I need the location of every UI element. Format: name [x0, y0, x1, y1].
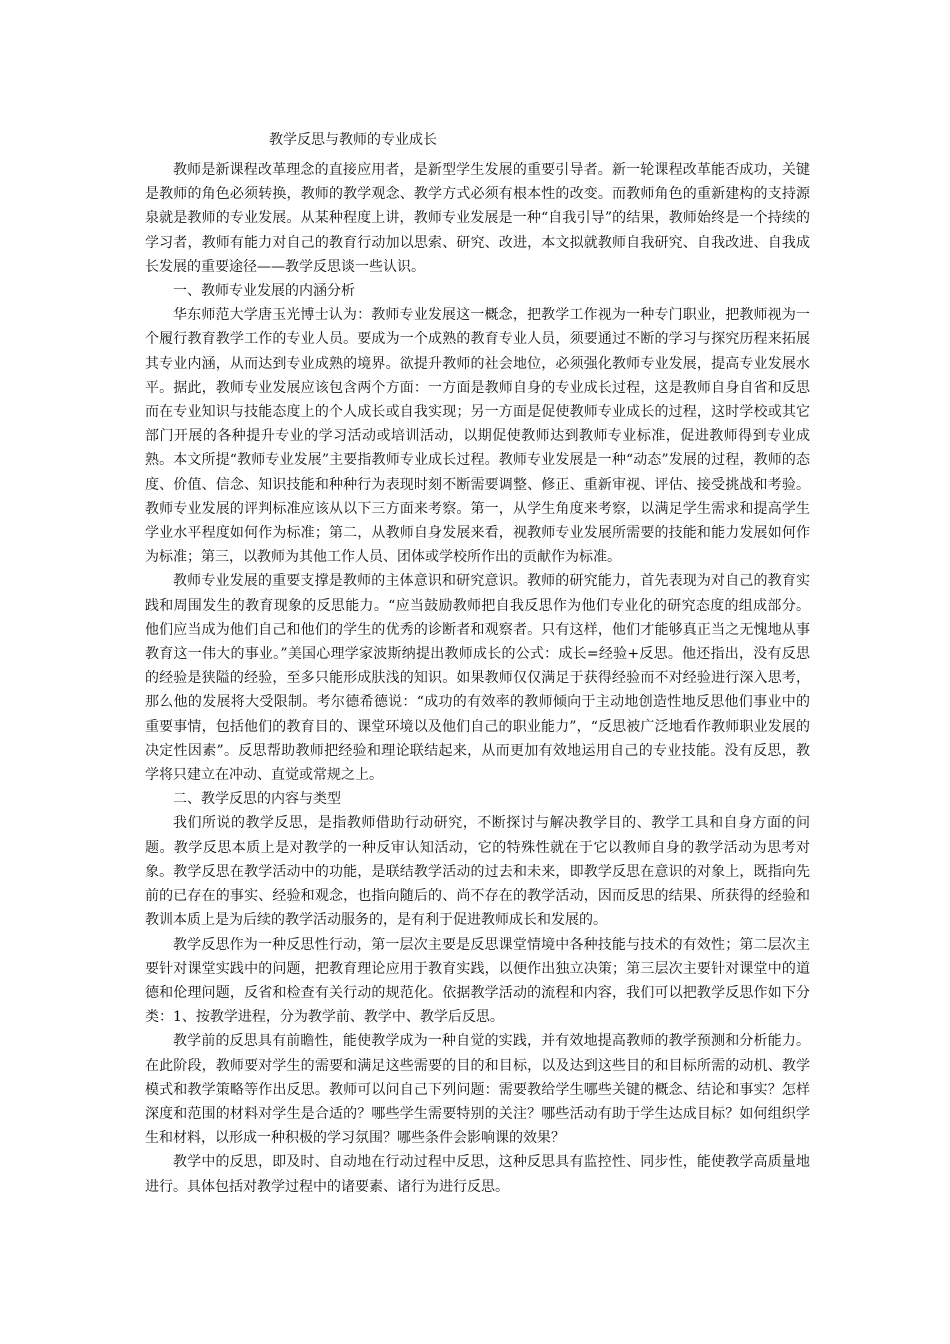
body-paragraph: 华东师范大学唐玉光博士认为：教师专业发展这一概念，把教学工作视为一种专门职业，把教师视为一个履行教育教学工作的专业人员。要成为一个成熟的教育专业人员，须要通过不断的学习与探究历程来拓展其专业内涵，从而达到专业成熟的境界。欲提升教师的社会地位，必须强化教师专业发展，提高专业发展水平。据此，教师专业发展应该包含两个方面：一方面是教师自身的专业成长过程，这是教师自身自省和反思而在专业知识与技能态度上的个人成长或自我实现；另一方面是促使教师专业成长的过程，这时学校或其它部门开展的各种提升专业的学习活动或培训活动，以期促使教师达到教师专业标准，促进教师得到专业成熟。本文所提“教师专业发展”主要指教师专业成长过程。教师专业发展是一种“动态”发展的过程，教师的态度、价值、信念、知识技能和种种行为表现时刻不断需要调整、修正、重新审视、评估、接受挑战和考验。教师专业发展的评判标准应该从以下三方面来考察。第一，从学生角度来考察，以满足学生需求和提高学生学业水平程度如何作为标准；第二，从教师自身发展来看，视教师专业发展所需要的技能和能力发展如何作为标准；第三，以教师为其他工作人员、团体或学校所作出的贡献作为标准。 [145, 307, 810, 566]
body-paragraph: 我们所说的教学反思，是指教师借助行动研究，不断探讨与解决教学目的、教学工具和自身方面的问题。教学反思本质上是对教学的一种反审认知活动，它的特殊性就在于它以教师自身的教学活动为思考对象。教学反思在教学活动中的功能，是联结教学活动的过去和未来，即教学反思在意识的对象上，既指向先前的已存在的事实、经验和观念，也指向随后的、尚不存在的教学活动，因而反思的结果、所获得的经验和教训本质上是为后续的教学活动服务的，是有利于促进教师成长和发展的。 [145, 815, 810, 929]
section-heading-2: 二、教学反思的内容与类型 [173, 791, 341, 808]
body-paragraph: 教学前的反思具有前瞻性，能使教学成为一种自觉的实践，并有效地提高教师的教学预测和分析能力。在此阶段，教师要对学生的需要和满足这些需要的目的和目标，以及达到这些目的和目标所需的动机、教学模式和教学策略等作出反思。教师可以问自己下列问题：需要教给学生哪些关键的概念、结论和事实？怎样深度和范围的材料对学生是合适的？哪些学生需要特别的关注？哪些活动有助于学生达成目标？如何组织学生和材料，以形成一种积极的学习氛围？哪些条件会影响课的效果？ [145, 1033, 810, 1147]
document-title: 教学反思与教师的专业成长 [269, 132, 437, 148]
document-page [145, 128, 810, 1199]
body-paragraph: 教学中的反思，即及时、自动地在行动过程中反思，这种反思具有监控性、同步性，能使教学高质量地进行。具体包括对教学过程中的诸要素、诸行为进行反思。 [145, 1154, 810, 1195]
section-heading-1: 一、教师专业发展的内涵分析 [173, 283, 355, 300]
body-paragraph: 教师专业发展的重要支撑是教师的主体意识和研究意识。教师的研究能力，首先表现为对自己的教育实践和周围发生的教育现象的反思能力。“应当鼓励教师把自我反思作为他们专业化的研究态度的组成部分。他们应当成为他们自己和他们的学生的优秀的诊断者和观察者。只有这样，他们才能够真正当之无愧地从事教育这一伟大的事业。”美国心理学家波斯纳提出教师成长的公式：成长=经验+反思。他还指出，没有反思的经验是狭隘的经验，至多只能形成肤浅的知识。如果教师仅仅满足于获得经验而不对经验进行深入思考，那么他的发展将大受限制。考尔德希德说：“成功的有效率的教师倾向于主动地创造性地反思他们事业中的重要事情，包括他们的教育目的、课堂环境以及他们自己的职业能力”，“反思被广泛地看作教师职业发展的决定性因素”。反思帮助教师把经验和理论联结起来，从而更加有效地运用自己的专业技能。没有反思，教学将只建立在冲动、直觉或常规之上。 [145, 573, 810, 784]
body-paragraph: 教学反思作为一种反思性行动，第一层次主要是反思课堂情境中各种技能与技术的有效性；第二层次主要针对课堂实践中的问题，把教育理论应用于教育实践，以便作出独立决策；第三层次主要针对课堂中的道德和伦理问题，反省和检查有关行动的规范化。依据教学活动的流程和内容，我们可以把教学反思作如下分类：1、按教学进程，分为教学前、教学中、教学后反思。 [145, 936, 810, 1026]
intro-paragraph: 教师是新课程改革理念的直接应用者，是新型学生发展的重要引导者。新一轮课程改革能否成功，关键是教师的角色必须转换，教师的教学观念、教学方式必须有根本性的改变。而教师角色的重新建构的支持源泉就是教师的专业发展。从某种程度上讲，教师专业发展是一种“自我引导”的结果，教师始终是一个持续的学习者，教师有能力对自己的教育行动加以思索、研究、改进，本文拟就教师自我研究、自我改进、自我成长发展的重要途径——教学反思谈一些认识。 [145, 162, 810, 275]
